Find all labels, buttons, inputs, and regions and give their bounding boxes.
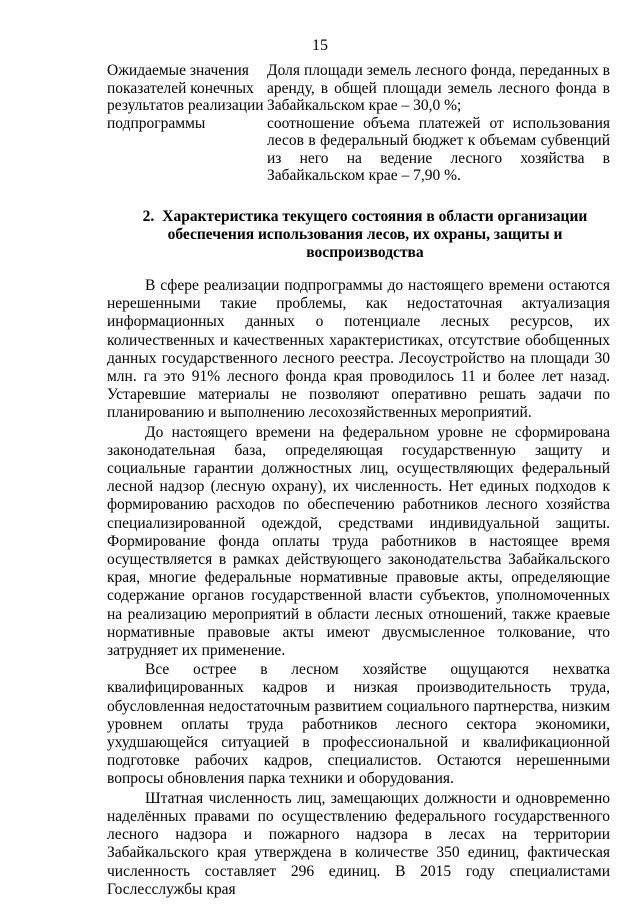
info-row [107,62,610,185]
section-number: 2. [142,208,155,225]
paragraph: Все острее в лесном хозяйстве ощущаются нехватка квалифицированных кадров и низкая производительность труда, обусловленная недостаточным развитием социального партнерства, низким уровнем оплаты труда работников лесного сектора экономики, ухудшающейся ситуацией в профессиональной и квалификационной подготовке рабочих кадров, специалистов. Остаются нерешенными вопросы обновления парка техники и оборудования. [107,661,610,788]
paragraph: В сфере реализации подпрограммы до настоящего времени остаются нерешенными такие проблемы, как недостаточная актуализация информационных данных о потенциале лесных ресурсов, их количественных и качественных характеристиках, отсутствие обобщенных данных государственного лесного реестра. Лесоустройство на площади 30 млн. га это 91% лесного фонда края проводилось 11 и более лет назад. Устаревшие материалы не позволяют оперативно решать задачи по планированию и выполнению лесохозяйственных мероприятий. [107,277,610,422]
paragraph: До настоящего времени на федеральном уровне не сформирована законодательная база, определяющая государственную защиту и социальные гарантии должностных лиц, осуществляющих федеральный лесной надзор (лесную охрану), их численность. Нет единых подходов к формированию расходов по обеспечению работников лесного хозяйства специализированной одеждой, средствами индивидуальной защиты. Формирование фонда оплаты труда работников в настоящее время осуществляется в рамках действующего законодательства Забайкальского края, многие федеральные нормативные правовые акты, определяющие содержание органов государственной власти субъектов, уполномоченных на реализацию мероприятий в области лесных отношений, также краевые нормативные правовые акты имеют двусмысленное толкование, что затрудняет их применение. [107,423,610,660]
info-value [267,62,610,185]
info-value-line: соотношение объема платежей от использования лесов в федеральный бюджет к объемам субвенций из него на ведение лесного хозяйства в Забайкальском крае – 7,90 %. [267,114,610,184]
section-heading [140,208,590,262]
info-table [107,62,610,185]
section-title: Характеристика текущего состояния в области организации обеспечения использования лесов, их охраны, защиты и воспроизводства [162,208,588,261]
info-label: Ожидаемые значения показателей конечных результатов реализации подпрограммы [107,62,264,132]
body-text [107,277,610,900]
paragraph: Штатная численность лиц, замещающих должности и одновременно наделённых правами по осуществлению федерального государственного лесного надзора и пожарного надзора в лесах на территории Забайкальского края утверждена в количестве 350 единиц, фактическая численность составляет 296 единиц. В 2015 году специалистами Гослесслужбы края [107,789,610,898]
page-number: 15 [312,37,328,54]
info-value-line: Доля площади земель лесного фонда, переданных в аренду, в общей площади земель лесного фонда в Забайкальском крае – 30,0 %; [267,62,610,114]
